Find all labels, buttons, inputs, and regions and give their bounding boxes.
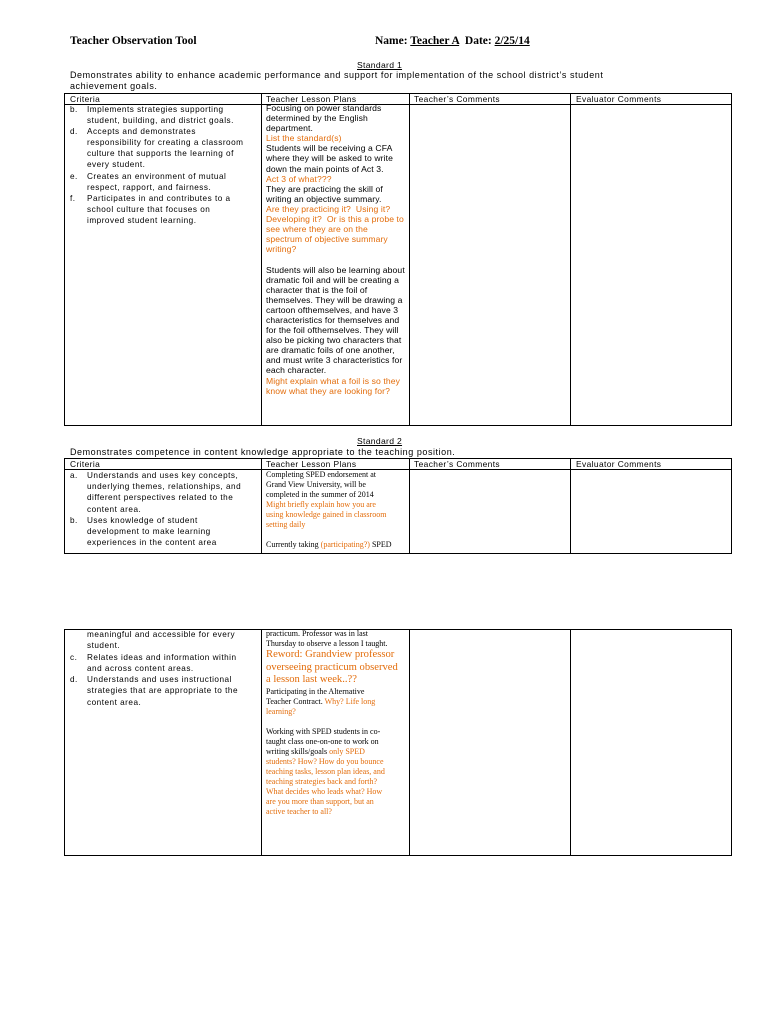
- column-header-criteria: Criteria: [65, 94, 262, 104]
- teacher-name: Teacher A: [410, 35, 460, 47]
- criteria-text: [87, 515, 217, 549]
- criteria-line: strategies that are appropriate to the: [87, 686, 238, 696]
- evaluator-note: Might explain what a foil is so they: [266, 375, 401, 386]
- criteria-line: respect, rapport, and fairness.: [87, 182, 212, 192]
- criteria-item: [70, 674, 261, 708]
- criteria-letter: e.: [70, 171, 78, 181]
- lesson-plan-text: [262, 470, 409, 550]
- lesson-plan-text: Completing SPED endorsement at: [266, 470, 376, 479]
- lesson-plan-line: [266, 687, 409, 697]
- lesson-plan-text: where they will be asked to write: [266, 153, 394, 164]
- criteria-text: [87, 470, 241, 515]
- lesson-plan-line: [266, 184, 409, 194]
- criteria-letter: b.: [70, 105, 78, 114]
- document-title: Teacher Observation Tool: [70, 35, 197, 47]
- evaluator-note: teaching tasks, lesson plan ideas, and: [266, 766, 385, 776]
- lesson-plan-line: [266, 376, 409, 386]
- lesson-plan-text: Thursday to observe a lesson I taught.: [266, 639, 388, 648]
- lesson-plan-text: Students will also be learning about: [266, 264, 405, 275]
- lesson-plan-line: [266, 697, 409, 707]
- column-header-teacher-comments: Teacher’s Comments: [410, 459, 571, 469]
- criteria-line: Creates an environment of mutual: [87, 171, 227, 181]
- lesson-plan-text: [262, 629, 409, 817]
- table-header-row: [65, 459, 731, 470]
- lesson-plan-line: [266, 123, 409, 133]
- lesson-plan-line: [266, 164, 409, 174]
- standard-2-table: [64, 458, 732, 554]
- lesson-plan-line: [266, 113, 409, 123]
- criteria-line: development to make learning: [87, 527, 211, 537]
- column-header-evaluator-comments: Evaluator Comments: [576, 459, 662, 469]
- blank-line: [266, 530, 409, 540]
- criteria-text: [87, 171, 226, 193]
- evaluator-note: Might briefly explain how you are: [266, 500, 376, 509]
- lesson-plan-line: [266, 265, 409, 275]
- teacher-comments-cell: [410, 630, 571, 855]
- lesson-plan-text: and must write 3 characteristics for: [266, 355, 403, 366]
- lesson-plan-line: [266, 757, 409, 767]
- criteria-cell: [65, 105, 262, 425]
- lesson-plan-line: [266, 133, 409, 143]
- criteria-line: responsibility for creating a classroom: [87, 138, 244, 148]
- column-header-criteria: Criteria: [65, 459, 262, 469]
- evaluator-note: What decides who leads what? How: [266, 786, 383, 796]
- date-label: Date:: [464, 35, 492, 47]
- evaluator-note: spectrum of objective summary: [266, 234, 388, 245]
- lesson-plan-line: [266, 470, 409, 480]
- lesson-plan-line: [266, 797, 409, 807]
- evaluator-note: only SPED: [329, 746, 365, 756]
- lesson-plan-line: [266, 386, 409, 396]
- lesson-plan-text: for the foil ofthemselves. They will: [266, 325, 399, 336]
- lesson-plan-text: are dramatic foils of one another,: [266, 345, 395, 356]
- lesson-plan-text: They are practicing the skill of: [266, 183, 383, 194]
- lesson-plan-text: characteristics for themselves and: [266, 314, 400, 325]
- lesson-plan-line: [266, 174, 409, 184]
- standard-2-heading: Standard 2: [357, 436, 403, 446]
- criteria-item: [70, 104, 261, 126]
- lesson-plan-line: [266, 224, 409, 234]
- criteria-line: improved student learning.: [87, 215, 197, 225]
- criteria-line: every student.: [87, 160, 146, 170]
- evaluator-note: (participating?): [320, 540, 370, 549]
- evaluator-note: setting daily: [266, 520, 306, 529]
- lesson-plan-line: [266, 143, 409, 153]
- criteria-line: Understands and uses key concepts,: [87, 471, 239, 480]
- lesson-plan-line: [266, 639, 409, 649]
- evaluator-note: know what they are looking for?: [266, 385, 390, 396]
- lesson-plan-line: [266, 244, 409, 254]
- lesson-plan-line: [266, 275, 409, 285]
- lesson-plan-line: [266, 153, 409, 163]
- evaluator-note: a lesson last week..??: [266, 674, 357, 685]
- lesson-plan-line: [266, 500, 409, 510]
- lesson-plan-text: writing an objective summary.: [266, 193, 382, 204]
- evaluator-comments-cell: [571, 105, 731, 425]
- table-body-row: [65, 630, 731, 855]
- lesson-plan-line: [266, 490, 409, 500]
- lesson-plan-line: [266, 510, 409, 520]
- lesson-plan-text: themselves. They will be drawing a: [266, 294, 403, 305]
- criteria-text: [87, 674, 238, 708]
- criteria-text: [87, 104, 234, 126]
- criteria-line: content area.: [87, 504, 142, 514]
- criteria-line: underlying themes, relationships, and: [87, 482, 242, 492]
- table-body-row: [65, 105, 731, 425]
- criteria-line: Relates ideas and information within: [87, 652, 237, 662]
- lesson-plan-text: determined by the English: [266, 113, 368, 124]
- lesson-plan-text: character that is the foil of: [266, 284, 368, 295]
- lesson-plan-text: [262, 103, 409, 396]
- lesson-plan-text: Currently taking: [266, 540, 321, 549]
- criteria-letter: d.: [70, 127, 78, 137]
- description-line: Demonstrates competence in content knowledge appropriate to the teaching position.: [70, 447, 456, 457]
- criteria-text: [87, 193, 231, 226]
- lesson-plan-text: dramatic foil and will be creating a: [266, 274, 400, 285]
- name-date-line: [375, 35, 530, 48]
- column-header-teacher-comments: Teacher’s Comments: [410, 94, 571, 104]
- name-label: Name:: [375, 35, 408, 47]
- lesson-plans-cell: [262, 105, 410, 425]
- evaluator-note: using knowledge gained in classroom: [266, 510, 387, 519]
- criteria-text: [87, 652, 237, 675]
- evaluator-note: Act 3 of what???: [266, 173, 332, 184]
- lesson-plan-line: [266, 305, 409, 315]
- criteria-item: [70, 171, 261, 193]
- criteria-item: [70, 470, 261, 515]
- lesson-plan-text: cartoon ofthemselves, and have 3: [266, 304, 399, 315]
- lesson-plan-text: down the main points of Act 3.: [266, 163, 384, 174]
- lesson-plan-line: [266, 767, 409, 777]
- blank-line: [266, 254, 409, 264]
- criteria-text: [87, 629, 235, 652]
- lesson-plan-line: [266, 315, 409, 325]
- evaluator-note: active teacher to all?: [266, 806, 332, 816]
- lesson-plan-line: [266, 727, 409, 737]
- lesson-plan-line: [266, 540, 409, 550]
- lesson-plan-text: department.: [266, 123, 313, 134]
- teacher-comments-cell: [410, 470, 571, 553]
- criteria-line: Implements strategies supporting: [87, 105, 224, 114]
- criteria-line: content area.: [87, 697, 142, 707]
- lesson-plan-text: writing skills/goals: [266, 746, 330, 756]
- lesson-plan-text: Working with SPED students in co-: [266, 726, 381, 736]
- evaluator-note: Reword: Grandview professor: [266, 649, 395, 660]
- lesson-plan-line: [266, 747, 409, 757]
- criteria-line: Accepts and demonstrates: [87, 127, 196, 137]
- criteria-line: and across content areas.: [87, 663, 194, 673]
- evaluator-comments-cell: [571, 630, 731, 855]
- lesson-plan-text: SPED: [369, 540, 392, 549]
- criteria-letter: a.: [70, 471, 78, 480]
- criteria-letter: [70, 629, 87, 652]
- lesson-plan-line: [266, 662, 409, 675]
- lesson-plan-line: [266, 295, 409, 305]
- criteria-line: experiences in the content area: [87, 538, 217, 548]
- lesson-plan-line: [266, 325, 409, 335]
- lesson-plan-text: completed in the summer of 2014: [266, 490, 374, 499]
- evaluator-note: teaching strategies back and forth?: [266, 776, 378, 786]
- teacher-comments-cell: [410, 105, 571, 425]
- lesson-plan-line: [266, 480, 409, 490]
- criteria-list: [65, 104, 261, 226]
- column-header-lesson-plans: Teacher Lesson Plans: [262, 459, 410, 469]
- lesson-plan-line: [266, 345, 409, 355]
- lesson-plan-line: [266, 674, 409, 687]
- standard-1-table: [64, 93, 732, 426]
- lesson-plan-line: [266, 204, 409, 214]
- description-line: achievement goals.: [70, 81, 158, 91]
- standard-1-description: [70, 70, 603, 92]
- lesson-plan-line: [266, 234, 409, 244]
- blank-line: [266, 717, 409, 727]
- evaluator-note: see where they are on the: [266, 224, 368, 235]
- lesson-plan-text: taught class one-on-one to work on: [266, 736, 379, 746]
- standard-1-heading: Standard 1: [357, 60, 403, 70]
- lesson-plan-line: [266, 214, 409, 224]
- criteria-letter: b.: [70, 515, 78, 525]
- lesson-plan-line: [266, 807, 409, 817]
- criteria-cell: [65, 630, 262, 855]
- criteria-line: meaningful and accessible for every: [87, 630, 236, 639]
- criteria-line: Uses knowledge of student: [87, 515, 198, 525]
- evaluator-note: learning?: [266, 706, 296, 716]
- criteria-list: [65, 470, 261, 548]
- criteria-line: student.: [87, 641, 121, 651]
- lesson-plan-text: also be picking two characters that: [266, 335, 402, 346]
- criteria-line: different perspectives related to the: [87, 493, 234, 503]
- evaluator-note: Developing it? Or is this a probe to: [266, 214, 404, 225]
- criteria-letter: f.: [70, 193, 76, 203]
- criteria-cell: [65, 470, 262, 553]
- criteria-text: [87, 126, 243, 170]
- description-line: Demonstrates ability to enhance academic performance and support for implementation of the school district’s student: [70, 70, 604, 80]
- lesson-plan-line: [266, 365, 409, 375]
- lesson-plan-line: [266, 194, 409, 204]
- lesson-plan-line: [266, 103, 409, 113]
- lesson-plan-text: each character.: [266, 365, 327, 376]
- standard-2-description: [70, 447, 455, 458]
- evaluator-note: writing?: [266, 244, 297, 255]
- lesson-plan-text: Grand View University, will be: [266, 480, 366, 489]
- lesson-plan-text: Participating in the Alternative: [266, 686, 365, 696]
- column-header-lesson-plans: Teacher Lesson Plans: [262, 94, 410, 104]
- criteria-line: culture that supports the learning of: [87, 149, 234, 159]
- observation-date: 2/25/14: [494, 35, 530, 47]
- lesson-plan-text: Focusing on power standards: [266, 103, 382, 113]
- lesson-plan-line: [266, 335, 409, 345]
- criteria-line: Participates in and contributes to a: [87, 193, 231, 203]
- lesson-plan-line: [266, 787, 409, 797]
- criteria-list: [65, 629, 261, 708]
- lesson-plan-text: Students will be receiving a CFA: [266, 143, 393, 154]
- evaluator-note: students? How? How do you bounce: [266, 756, 384, 766]
- evaluator-note: Why? Life long: [324, 696, 376, 706]
- lesson-plan-text: Teacher Contract.: [266, 696, 325, 706]
- evaluator-note: Are they practicing it? Using it?: [266, 203, 391, 214]
- table-body-row: [65, 470, 731, 553]
- lesson-plan-line: [266, 285, 409, 295]
- criteria-item: [70, 193, 261, 226]
- criteria-item: [70, 126, 261, 170]
- criteria-line: Understands and uses instructional: [87, 675, 232, 685]
- lesson-plan-line: [266, 737, 409, 747]
- lesson-plan-text: practicum. Professor was in last: [266, 629, 368, 638]
- lesson-plan-line: [266, 777, 409, 787]
- lesson-plan-line: [266, 707, 409, 717]
- criteria-line: school culture that focuses on: [87, 204, 211, 214]
- criteria-item: [70, 652, 261, 675]
- evaluator-comments-cell: [571, 470, 731, 553]
- criteria-item: [70, 629, 261, 652]
- evaluator-note: List the standard(s): [266, 133, 342, 144]
- lesson-plan-line: [266, 520, 409, 530]
- criteria-line: student, building, and district goals.: [87, 116, 234, 126]
- evaluator-note: are you more than support, but an: [266, 796, 374, 806]
- criteria-letter: c.: [70, 652, 78, 662]
- criteria-letter: d.: [70, 675, 78, 685]
- criteria-item: [70, 515, 261, 549]
- lesson-plan-line: [266, 629, 409, 639]
- lesson-plan-line: [266, 355, 409, 365]
- lesson-plan-line: [266, 649, 409, 662]
- column-header-evaluator-comments: Evaluator Comments: [576, 94, 662, 104]
- evaluator-note: overseeing practicum observed: [266, 661, 398, 673]
- lesson-plans-cell: [262, 630, 410, 855]
- standard-2-continued-table: [64, 629, 732, 856]
- lesson-plans-cell: [262, 470, 410, 553]
